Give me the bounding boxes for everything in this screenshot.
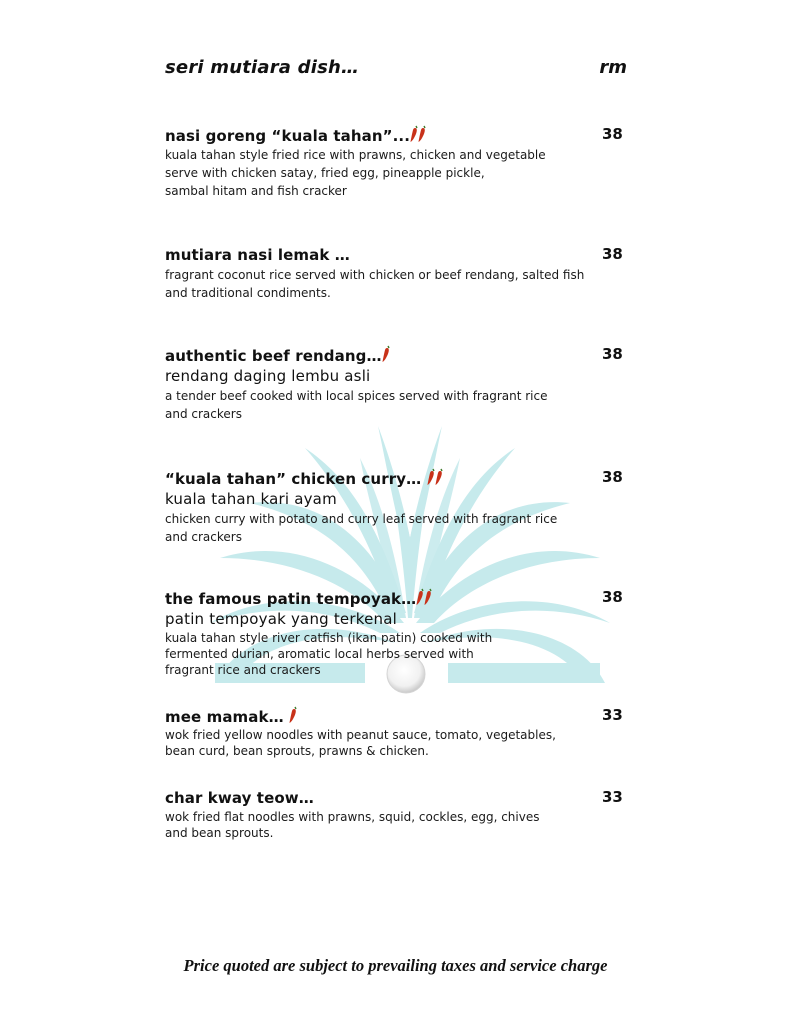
menu-item	[165, 125, 627, 200]
dish-malay-name: patin tempoyak yang terkenal	[165, 610, 397, 628]
dish-name: mutiara nasi lemak …	[165, 246, 350, 264]
section-title: seri mutiara dish…	[165, 57, 360, 78]
dish-title-row	[165, 706, 627, 726]
dish-price: 38	[602, 125, 623, 143]
dish-name: the famous patin tempoyak…	[165, 590, 417, 608]
description-line: wok fried yellow noodles with peanut sauce, tomato, vegetables,	[165, 728, 556, 742]
description-line: and traditional condiments.	[165, 286, 331, 300]
dish-name: nasi goreng “kuala tahan”...	[165, 127, 410, 145]
description-line: serve with chicken satay, fried egg, pineapple pickle,	[165, 166, 485, 180]
dish-price: 38	[602, 345, 623, 363]
dish-malay-name: kuala tahan kari ayam	[165, 490, 337, 508]
price-column-label: rm	[599, 57, 627, 78]
description-line: fragrant rice and crackers	[165, 663, 321, 677]
dish-price: 38	[602, 588, 623, 606]
menu-item	[165, 245, 627, 302]
description-line: and crackers	[165, 530, 242, 544]
dish-description	[165, 809, 627, 841]
dish-title-row	[165, 245, 627, 265]
dish-title-row	[165, 788, 627, 808]
menu-item	[165, 468, 627, 546]
chili-pepper-icon	[416, 588, 424, 606]
menu-item	[165, 345, 627, 423]
chili-pepper-icon	[427, 468, 435, 486]
chili-pepper-icon	[382, 345, 390, 363]
menu-item	[165, 788, 627, 841]
spice-level-1	[289, 706, 297, 724]
chili-pepper-icon	[418, 125, 426, 143]
dish-title-row	[165, 345, 627, 365]
description-line: kuala tahan style fried rice with prawns, chicken and vegetable	[165, 148, 546, 162]
spice-level-1	[382, 345, 390, 363]
spice-level-2	[427, 468, 443, 486]
dish-description	[165, 630, 627, 678]
chili-pepper-icon	[289, 706, 297, 724]
dish-description	[165, 387, 627, 423]
dish-price: 38	[602, 468, 623, 486]
dish-description	[165, 146, 627, 200]
chili-pepper-icon	[435, 468, 443, 486]
spice-level-2	[416, 588, 432, 606]
dish-name: mee mamak…	[165, 708, 290, 726]
dish-price: 38	[602, 245, 623, 263]
dish-description	[165, 727, 627, 759]
description-line: wok fried flat noodles with prawns, squid, cockles, egg, chives	[165, 810, 540, 824]
menu-item	[165, 588, 627, 678]
description-line: bean curd, bean sprouts, prawns & chicken.	[165, 744, 429, 758]
description-line: chicken curry with potato and curry leaf served with fragrant rice	[165, 512, 558, 526]
menu-header	[165, 57, 627, 83]
dish-title-row	[165, 588, 627, 608]
dish-description	[165, 510, 627, 546]
dish-name: “kuala tahan” chicken curry…	[165, 470, 427, 488]
dish-description	[165, 266, 627, 302]
description-line: a tender beef cooked with local spices served with fragrant rice	[165, 389, 548, 403]
dish-name: char kway teow…	[165, 789, 314, 807]
description-line: fragrant coconut rice served with chicken or beef rendang, salted fish	[165, 268, 585, 282]
dish-name: authentic beef rendang…	[165, 347, 382, 365]
description-line: and crackers	[165, 407, 242, 421]
dish-price: 33	[602, 706, 623, 724]
dish-title-row	[165, 468, 627, 488]
description-line: kuala tahan style river catfish (ikan patin) cooked with	[165, 631, 493, 645]
tax-disclaimer: Price quoted are subject to prevailing taxes and service charge	[183, 956, 608, 975]
menu-item	[165, 706, 627, 759]
dish-title-row	[165, 125, 627, 145]
dish-malay-name: rendang daging lembu asli	[165, 367, 371, 385]
description-line: sambal hitam and fish cracker	[165, 184, 347, 198]
chili-pepper-icon	[424, 588, 432, 606]
dish-price: 33	[602, 788, 623, 806]
chili-pepper-icon	[410, 125, 418, 143]
description-line: and bean sprouts.	[165, 826, 274, 840]
spice-level-2	[410, 125, 426, 143]
description-line: fermented durian, aromatic local herbs served with	[165, 647, 474, 661]
